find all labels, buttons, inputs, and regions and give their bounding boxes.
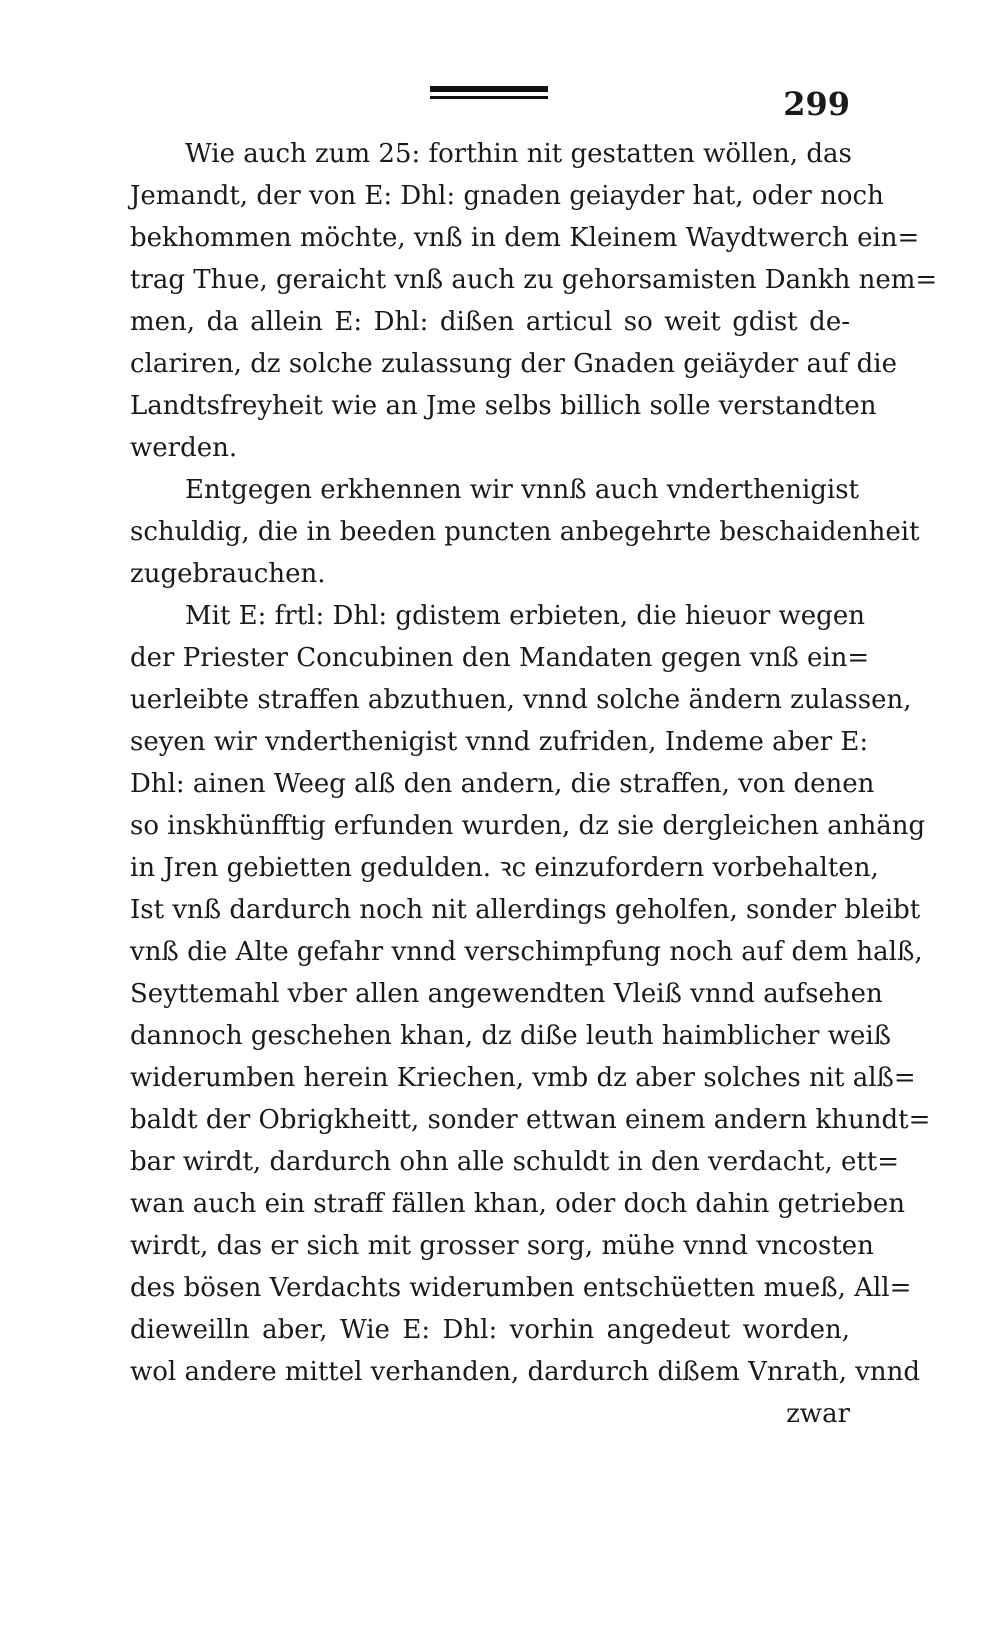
text-line: zugebrauchen.: [130, 559, 326, 589]
catchword: zwar: [786, 1399, 850, 1429]
text-line: Wie auch zum 25: forthin nit gestatten wöllen, das: [185, 139, 852, 169]
text-line: Mit E: frtl: Dhl: gdistem erbieten, die hieuor wegen: [185, 601, 865, 631]
text-line: Jemandt, der von E: Dhl: gnaden geiayder hat, oder noch: [130, 181, 884, 211]
text-line: wol andere mittel verhanden, dardurch dißem Vnrath, vnnd: [130, 1357, 921, 1387]
text-line: seyen wir vnderthenigist vnnd zufriden, Indeme aber E:: [130, 727, 869, 757]
text-line: uerleibte straffen abzuthuen, vnnd solche ändern zulassen,: [130, 685, 912, 715]
text-line: bekhommen möchte, vnß in dem Kleinem Waydtwerch ein=: [130, 223, 920, 253]
text-line: Dhl: ainen Weeg alß den andern, die straffen, von denen: [130, 769, 875, 799]
text-line: trag Thue, geraicht vnß auch zu gehorsamisten Dankh nem=: [130, 265, 938, 295]
text-line: des bösen Verdachts widerumben entschüetten mueß, All=: [130, 1273, 912, 1303]
text-line: in Jren gebietten gedulden. ꝛc einzufordern vorbehalten,: [130, 853, 879, 883]
page-number: 299: [783, 85, 850, 123]
text-line: der Priester Concubinen den Mandaten gegen vnß ein=: [130, 643, 870, 673]
header-rule-thin: [430, 96, 548, 99]
text-line: Entgegen erkhennen wir vnnß auch vnderthenigist: [185, 475, 860, 505]
header-rule-thick: [430, 86, 548, 92]
text-line: men, da allein E: Dhl: dißen articul so weit gdist de-: [130, 307, 850, 337]
text-line: baldt der Obrigkheitt, sonder ettwan einem andern khundt=: [130, 1105, 931, 1135]
text-line: wirdt, das er sich mit grosser sorg, mühe vnnd vncosten: [130, 1231, 874, 1261]
text-line: schuldig, die in beeden puncten anbegehrte beschaidenheit: [130, 517, 920, 547]
text-line: dannoch geschehen khan, dz diße leuth haimblicher weiß: [130, 1021, 892, 1051]
text-line: werden.: [130, 433, 238, 463]
text-line: Landtsfreyheit wie an Jme selbs billich solle verstandten: [130, 391, 877, 421]
text-line: Ist vnß dardurch noch nit allerdings geholfen, sonder bleibt: [130, 895, 921, 925]
text-line: vnß die Alte gefahr vnnd verschimpfung noch auf dem halß,: [130, 937, 923, 967]
text-line: bar wirdt, dardurch ohn alle schuldt in den verdacht, ett=: [130, 1147, 900, 1177]
text-line: wan auch ein straff fällen khan, oder doch dahin getrieben: [130, 1189, 906, 1219]
text-line: dieweilln aber, Wie E: Dhl: vorhin angedeut worden,: [130, 1315, 850, 1345]
text-line: so inskhünfftig erfunden wurden, dz sie dergleichen anhäng: [130, 811, 926, 841]
text-line: Seyttemahl vber allen angewendten Vleiß vnnd aufsehen: [130, 979, 883, 1009]
text-line: widerumben herein Kriechen, vmb dz aber solches nit alß=: [130, 1063, 916, 1093]
body-text: [130, 133, 938, 1435]
text-line: clariren, dz solche zulassung der Gnaden geiäyder auf die: [130, 349, 897, 379]
